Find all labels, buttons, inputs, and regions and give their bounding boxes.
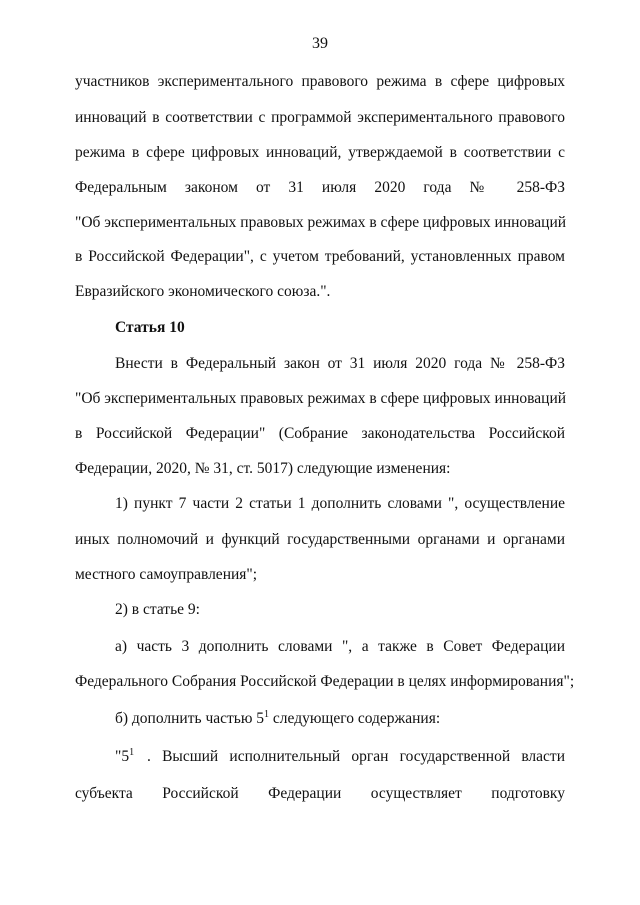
text-line: "Об экспериментальных правовых режимах в сфере цифровых инноваций (75, 214, 567, 231)
list-item (115, 709, 565, 729)
text-line: Евразийского экономического союза.". (75, 283, 331, 300)
article-heading: Статья 10 (115, 319, 185, 336)
text-line: в Российской Федерации" (Собрание законодательства Российской (75, 425, 565, 442)
page-number: 39 (312, 35, 328, 52)
text-line: Федерального Собрания Российской Федерации в целях информирования"; (75, 673, 575, 690)
text-line: режима в сфере цифровых инноваций, утверждаемой в соответствии с (75, 144, 565, 161)
superscript: 1 (264, 709, 270, 720)
paragraph-first-line: Внести в Федеральный закон от 31 июля 2020 года № 258-ФЗ (115, 355, 565, 372)
list-item: 2) в статье 9: (115, 601, 200, 618)
superscript: 1 (129, 747, 135, 758)
text-line: в Российской Федерации", с учетом требований, установленных правом (75, 248, 565, 265)
text-segment: следующего содержания: (269, 710, 441, 727)
text-line: Федерации, 2020, № 31, ст. 5017) следующие изменения: (75, 460, 451, 477)
text-line: . Высший исполнительный орган государственной власти (147, 748, 565, 765)
text-line: местного самоуправления"; (75, 566, 258, 583)
text-line: "Об экспериментальных правовых режимах в сфере цифровых инноваций (75, 390, 567, 407)
text-line: участников экспериментального правового режима в сфере цифровых (75, 73, 565, 90)
paragraph-first-line: 1) пункт 7 части 2 статьи 1 дополнить словами ", осуществление (115, 495, 565, 512)
quoted-clause-number (115, 747, 145, 767)
text-line: Федеральным законом от 31 июля 2020 года № 258-ФЗ (75, 179, 565, 196)
text-line: субъекта Российской Федерации осуществляет подготовку (75, 785, 565, 802)
text-segment: б) дополнить частью 5 (115, 710, 265, 727)
paragraph-first-line: а) часть 3 дополнить словами ", а также в Совет Федерации (115, 638, 565, 655)
text-line: инноваций в соответствии с программой экспериментального правового (75, 109, 565, 126)
text-line: иных полномочий и функций государственными органами и органами (75, 531, 565, 548)
text-segment: "5 (115, 748, 130, 765)
